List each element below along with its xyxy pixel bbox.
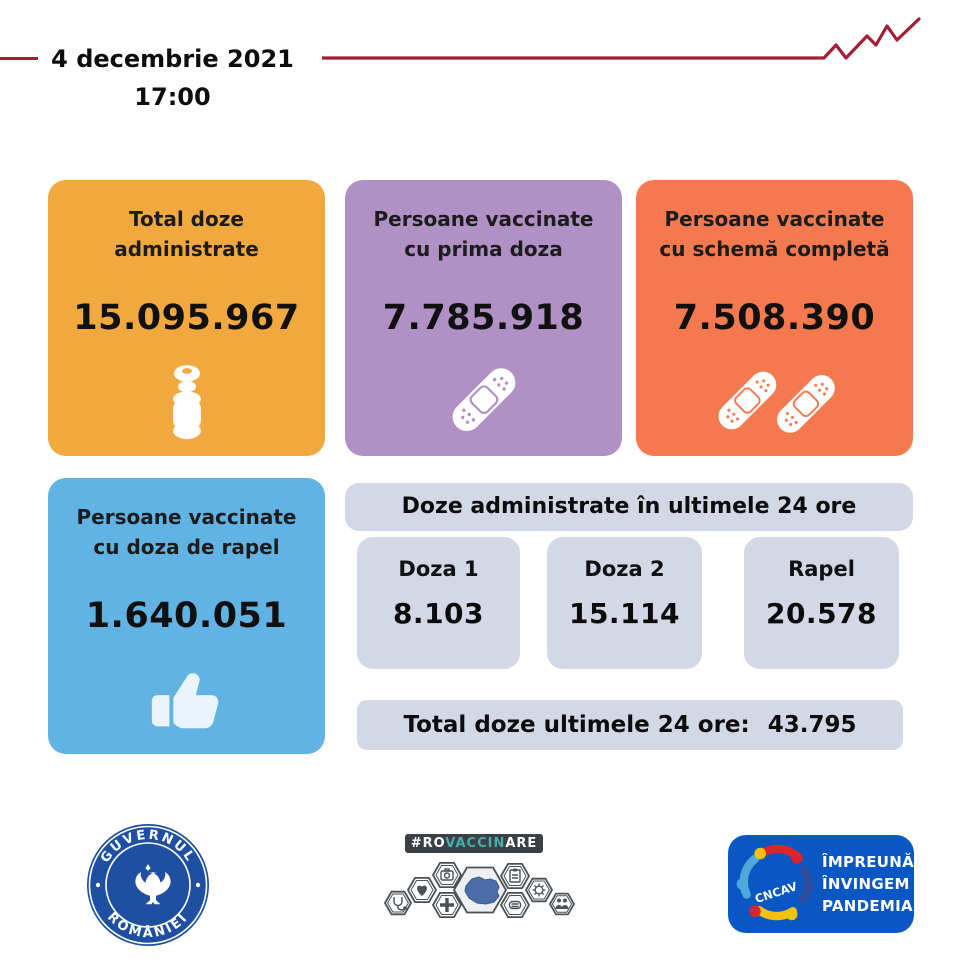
thumbs-up-icon — [48, 654, 325, 742]
double-bandage-icon — [636, 352, 913, 444]
heart-hexagon — [408, 878, 436, 902]
clipboard-hexagon — [501, 864, 529, 888]
card-total-doses — [48, 180, 325, 456]
people-hexagon — [550, 894, 574, 915]
cncav-slogan: ÎMPREUNĂ ÎNVINGEM PANDEMIA — [821, 853, 914, 915]
card-title: Persoane vaccinate cu prima doza — [373, 207, 594, 261]
government-romania-seal — [85, 822, 211, 948]
card-booster-dose — [48, 478, 325, 754]
first-dose-value: 7.785.918 — [382, 298, 585, 338]
booster-value: 1.640.051 — [85, 596, 288, 636]
card-full-scheme — [636, 180, 913, 456]
booster24h-label: Rapel — [788, 557, 855, 581]
card-title: Total doze administrate — [114, 207, 259, 261]
dose1-value: 8.103 — [392, 597, 485, 630]
seal-top-text: GUVERNUL — [97, 827, 199, 866]
banner-total-24h — [357, 700, 903, 750]
mini-card-dose1 — [357, 537, 520, 669]
red-line-left — [0, 57, 38, 60]
seal-bottom-text: ROMÂNIEI — [104, 909, 192, 942]
card-title: Persoane vaccinate cu schemă completă — [659, 207, 890, 261]
vaccine-vial-icon — [48, 362, 325, 444]
total-doses-value: 15.095.967 — [73, 298, 300, 338]
mini-card-dose2 — [547, 537, 702, 669]
cncav-people-circle-icon — [734, 841, 818, 927]
report-datetime — [50, 40, 295, 116]
rovaccinare-hashtag: #ROVACCINARE — [405, 834, 543, 853]
card-first-dose — [345, 180, 622, 456]
total-24h-value: 43.795 — [767, 712, 857, 738]
mini-card-booster24h — [744, 537, 899, 669]
cncav-acronym: CNCAV — [753, 879, 799, 906]
romania-map-hexagon — [454, 868, 506, 913]
banner-doses-24h: Doze administrate în ultimele 24 ore — [345, 483, 913, 531]
dose2-value: 15.114 — [568, 597, 681, 630]
trend-pulse-line-icon — [322, 12, 928, 64]
mask-hexagon — [501, 893, 529, 917]
stethoscope-hexagon — [385, 892, 411, 915]
total-24h-label: Total doze ultimele 24 ore: — [403, 712, 750, 738]
booster24h-value: 20.578 — [765, 597, 878, 630]
dose1-label: Doza 1 — [398, 557, 479, 581]
full-scheme-value: 7.508.390 — [673, 298, 876, 338]
virus-hexagon — [526, 879, 552, 902]
rovaccinare-logo — [383, 834, 579, 926]
cncav-logo — [728, 835, 914, 933]
rovaccinare-hexagon-cluster — [383, 858, 579, 926]
report-time: 17:00 — [134, 83, 211, 111]
report-date: 4 decembrie 2021 — [51, 45, 294, 73]
dose2-label: Doza 2 — [584, 557, 665, 581]
bandage-icon — [345, 352, 622, 444]
card-title: Persoane vaccinate cu doza de rapel — [76, 505, 297, 559]
